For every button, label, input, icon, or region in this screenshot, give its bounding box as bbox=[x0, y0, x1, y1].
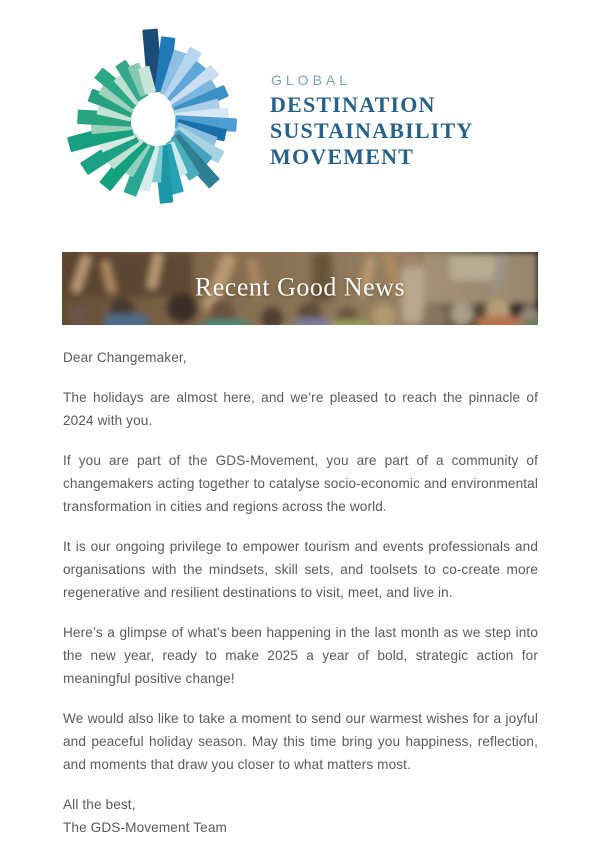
brand-wordmark bbox=[270, 72, 473, 170]
body-paragraph: It is our ongoing privilege to empower tourism and events professionals and organisations with the mindsets, skill sets, and toolsets to co-create more regenerative and resilient destinations to visit, meet, and live in. bbox=[63, 539, 538, 600]
banner bbox=[62, 252, 538, 325]
body-paragraph: If you are part of the GDS-Movement, you are part of a community of changemakers acting together to catalyse socio-economic and environmental transformation in cities and regions across the world. bbox=[63, 453, 538, 514]
brand-name-line-1: DESTINATION bbox=[270, 92, 436, 117]
brand-eyebrow: GLOBAL bbox=[271, 72, 352, 88]
signoff-line: All the best, bbox=[63, 797, 136, 812]
brand-name-line-2: SUSTAINABILITY bbox=[270, 118, 474, 143]
signoff-line: The GDS-Movement Team bbox=[63, 820, 227, 835]
body-paragraph: The holidays are almost here, and we’re pleased to reach the pinnacle of 2024 with you. bbox=[63, 390, 538, 428]
body-paragraph: We would also like to take a moment to send our warmest wishes for a joyful and peaceful holiday season. May this time bring you happiness, reflection, and moments that draw you closer to what matters most. bbox=[63, 711, 538, 772]
banner-title: Recent Good News bbox=[194, 272, 406, 301]
gds-logo-wheel-icon bbox=[62, 25, 254, 217]
email-body bbox=[0, 325, 600, 839]
signoff bbox=[63, 793, 538, 839]
body-paragraph: Here’s a glimpse of what’s been happening in the last month as we step into the new year, ready to make 2025 a year of bold, strategic action for meaningful positive change! bbox=[63, 625, 538, 686]
email-header bbox=[0, 0, 600, 217]
brand-name-line-3: MOVEMENT bbox=[270, 144, 415, 169]
body-paragraph-greeting: Dear Changemaker, bbox=[63, 350, 187, 365]
